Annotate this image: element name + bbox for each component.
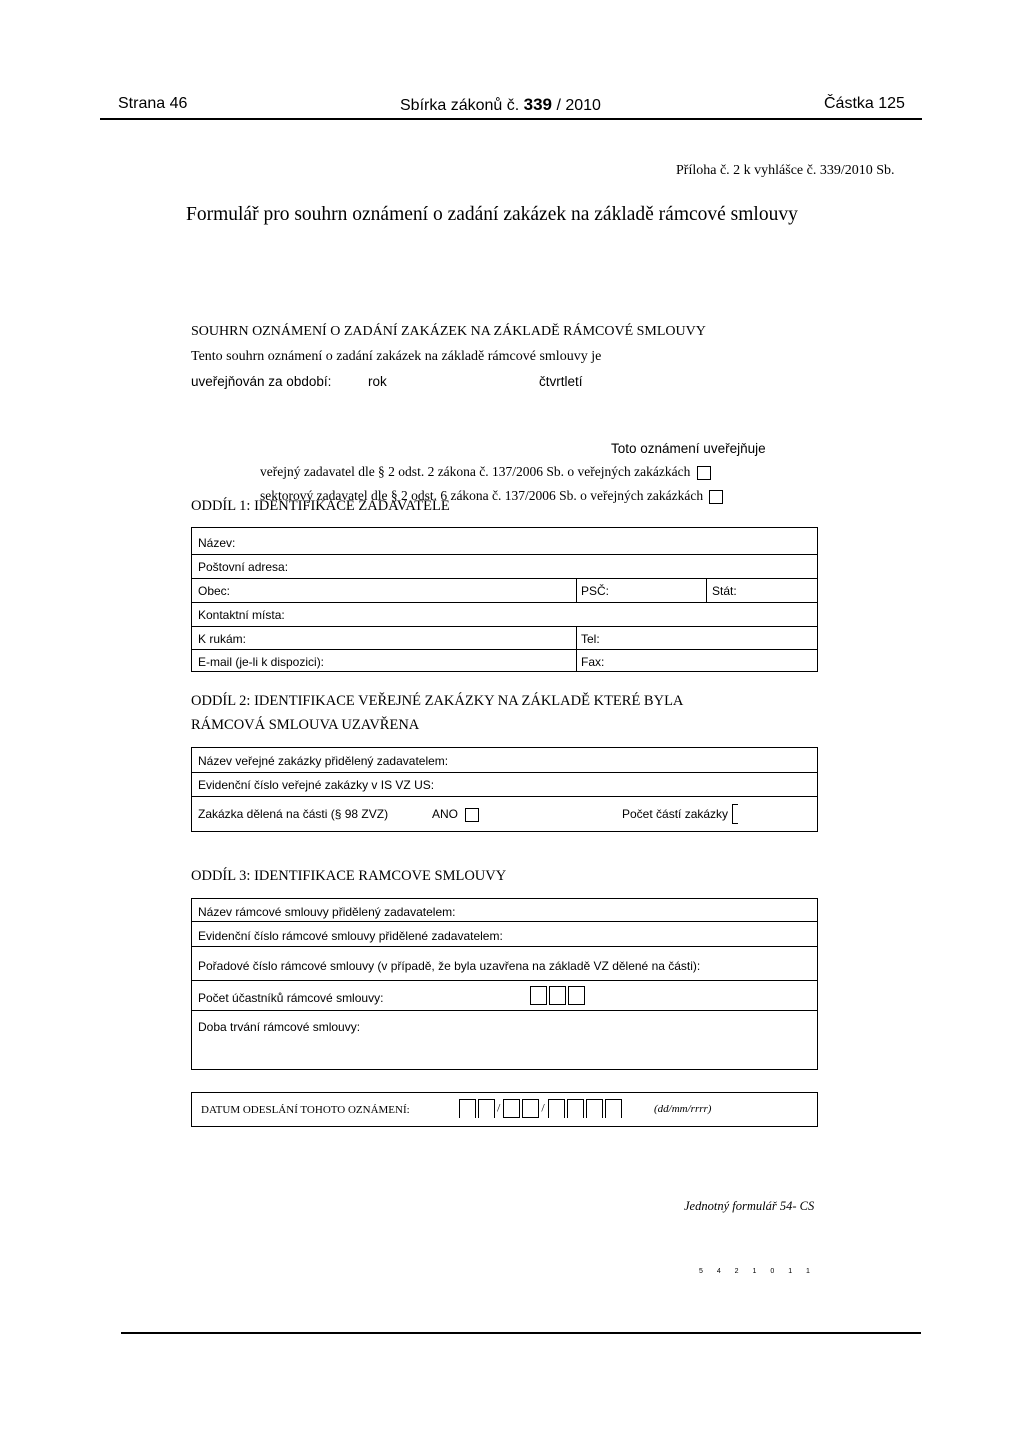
dispatch-date-box [191, 1092, 818, 1127]
contract-registration-field[interactable]: Evidenční číslo veřejné zakázky v IS VZ US: [198, 778, 435, 792]
yes-label: ANO [432, 807, 459, 821]
quarter-label: čtvrtletí [539, 374, 583, 389]
fa-order-number-field[interactable]: Pořadové číslo rámcové smlouvy (v případě, že byla uzavřena na základě VZ dělené na části): [198, 959, 701, 973]
lots-count-input[interactable] [732, 804, 738, 824]
day-digit-2[interactable] [478, 1099, 495, 1118]
header-rule [100, 118, 922, 120]
option-public-label: veřejný zadavatel dle § 2 odst. 2 zákona č. 137/2006 Sb. o veřejných zakázkách [260, 464, 691, 479]
sector-contracting-checkbox[interactable] [709, 490, 723, 504]
date-format-hint: (dd/mm/rrrr) [654, 1103, 712, 1115]
intro-line: Tento souhrn oznámení o zadání zakázek na základě rámcové smlouvy je [191, 349, 602, 364]
month-digit-1[interactable] [503, 1099, 520, 1118]
divided-into-lots-label: Zakázka dělená na části (§ 98 ZVZ) [198, 807, 389, 821]
divided-yes-checkbox[interactable] [465, 808, 479, 822]
participants-count-input[interactable] [530, 986, 587, 1005]
form-code: 5 4 2 1 0 1 1 [699, 1268, 816, 1275]
year-label: rok [368, 374, 387, 389]
fax-field[interactable]: Fax: [581, 655, 605, 669]
annex-note: Příloha č. 2 k vyhlášce č. 339/2010 Sb. [676, 163, 895, 178]
name-field[interactable]: Název: [198, 536, 236, 550]
contract-name-field[interactable]: Název veřejné zakázky přidělený zadavatelem: [198, 754, 449, 768]
divided-yes-option [432, 807, 479, 822]
year-digit-4[interactable] [605, 1099, 622, 1118]
period-label: uveřejňován za období: [191, 374, 332, 389]
fa-registration-field[interactable]: Evidenční číslo rámcové smlouvy přidělené zadavatelem: [198, 929, 503, 943]
email-field[interactable]: E-mail (je-li k dispozici): [198, 655, 325, 669]
lots-count-label: Počet částí zakázky [622, 807, 729, 821]
form-id: Jednotný formulář 54- CS [684, 1199, 815, 1213]
participants-count-label: Počet účastníků rámcové smlouvy: [198, 991, 384, 1005]
country-field[interactable]: Stát: [712, 584, 737, 598]
year-digit-1[interactable] [548, 1099, 565, 1118]
section1-table [191, 527, 818, 672]
section3-title: ODDÍL 3: IDENTIFIKACE RAMCOVE SMLOUVY [191, 868, 507, 884]
postal-address-field[interactable]: Poštovní adresa: [198, 560, 289, 574]
fa-name-field[interactable]: Název rámcové smlouvy přidělený zadavatelem: [198, 905, 456, 919]
duration-field[interactable]: Doba trvání rámcové smlouvy: [198, 1020, 361, 1034]
attention-field[interactable]: K rukám: [198, 632, 247, 646]
part-number: Částka 125 [824, 95, 905, 112]
telephone-field[interactable]: Tel: [581, 632, 600, 646]
option-sector-label: sektorový zadavatel dle § 2 odst. 6 zákona č. 137/2006 Sb. o veřejných zakázkách [260, 488, 704, 503]
collection-suffix: / 2010 [556, 97, 601, 114]
month-digit-2[interactable] [522, 1099, 539, 1118]
section3-table [191, 898, 818, 1070]
section2-title-line1: ODDÍL 2: IDENTIFIKACE VEŘEJNÉ ZAKÁZKY NA ZÁKLADĚ KTERÉ BYLA [191, 693, 684, 709]
collection-number: 339 [523, 95, 552, 114]
dispatch-date-input[interactable]: / / [459, 1099, 624, 1118]
city-field[interactable]: Obec: [198, 584, 231, 598]
page-number: Strana 46 [118, 95, 188, 112]
option-public-contracting [260, 464, 711, 480]
publishes-label: Toto oznámení uveřejňuje [611, 441, 766, 456]
collection-title [400, 95, 601, 115]
footer-rule [121, 1332, 921, 1334]
section1-title: ODDÍL 1: IDENTIFIKACE ZADAVATELE [191, 498, 450, 514]
contact-points-field[interactable]: Kontaktní místa: [198, 608, 285, 622]
day-digit-1[interactable] [459, 1099, 476, 1118]
section2-title-line2: RÁMCOVÁ SMLOUVA UZAVŘENA [191, 717, 420, 733]
collection-prefix: Sbírka zákonů č. [400, 97, 520, 114]
postcode-field[interactable]: PSČ: [581, 584, 610, 598]
year-digit-2[interactable] [567, 1099, 584, 1118]
year-digit-3[interactable] [586, 1099, 603, 1118]
section2-table [191, 747, 818, 832]
dispatch-date-label: DATUM ODESLÁNÍ TOHOTO OZNÁMENÍ: [201, 1104, 410, 1116]
summary-heading: SOUHRN OZNÁMENÍ O ZADÁNÍ ZAKÁZEK NA ZÁKLADĚ RÁMCOVÉ SMLOUVY [191, 324, 706, 339]
form-title: Formulář pro souhrn oznámení o zadání zakázek na základě rámcové smlouvy [186, 204, 798, 225]
public-contracting-checkbox[interactable] [697, 466, 711, 480]
